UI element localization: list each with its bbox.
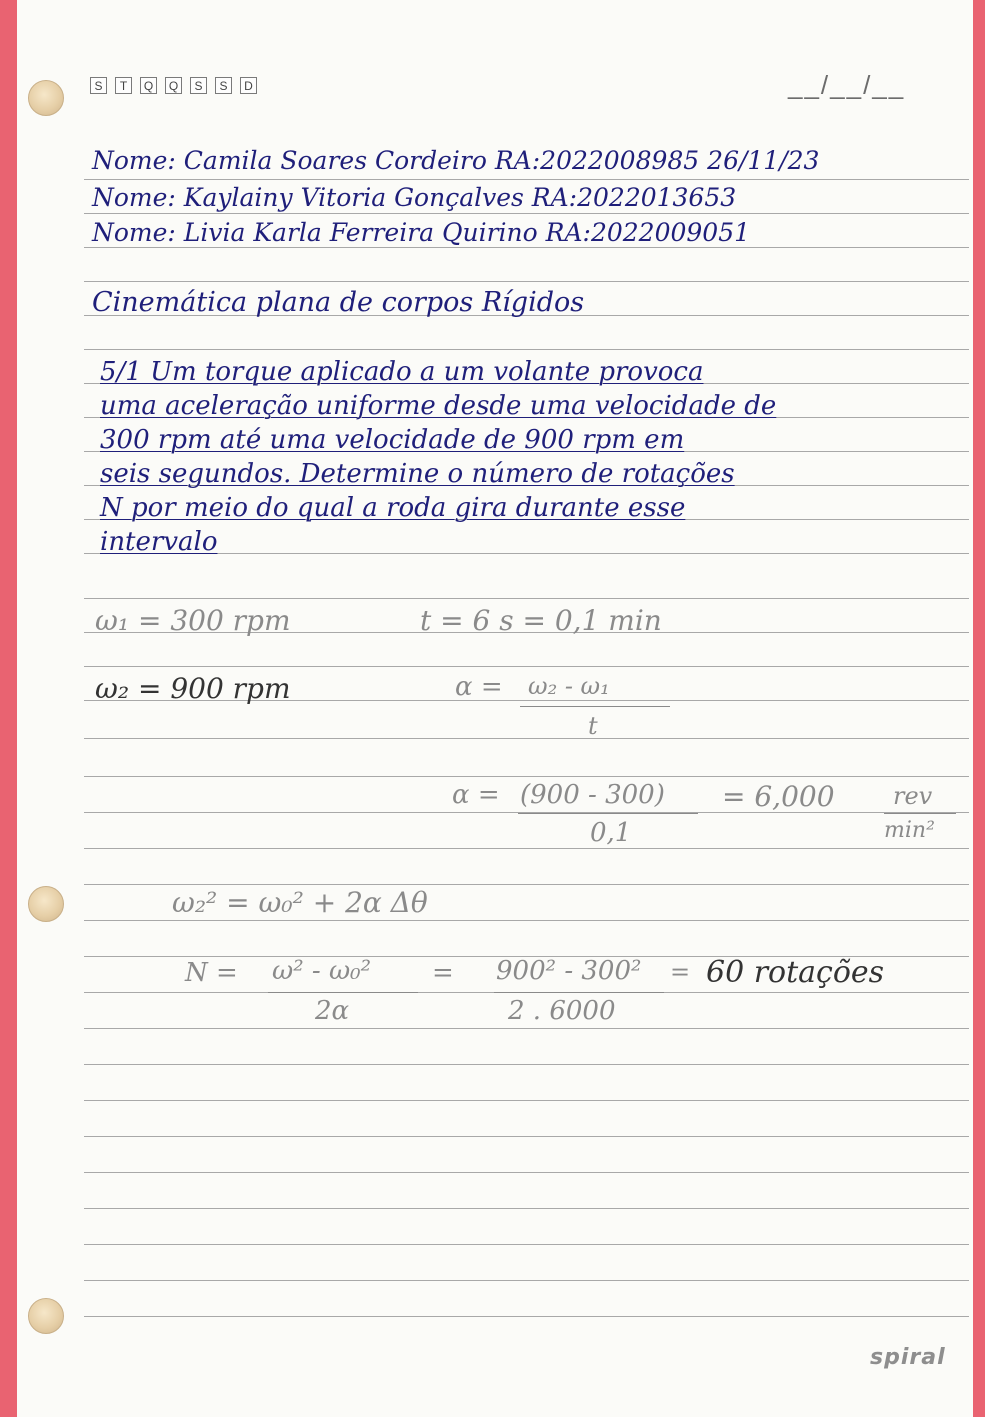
- alpha-calc-fraction-bar: [518, 813, 698, 814]
- alpha-unit-fraction-bar: [884, 813, 956, 814]
- left-margin-strip: [0, 0, 17, 1417]
- final-result: 60 rotações: [706, 955, 885, 990]
- weekday-boxes: [90, 77, 257, 94]
- date-field: __/__/__: [788, 70, 906, 100]
- problem-line-2: uma aceleração uniforme desde uma velocidade de: [100, 391, 777, 421]
- ruled-line: [84, 1316, 969, 1317]
- rotations-equals: =: [432, 958, 454, 988]
- alpha-label: α =: [455, 672, 503, 702]
- right-margin-strip: [973, 0, 985, 1417]
- problem-line-4: seis segundos. Determine o número de rotações: [100, 459, 735, 489]
- ruled-line: [84, 598, 969, 599]
- ruled-line: [84, 884, 969, 885]
- alpha-calc-denominator: 0,1: [590, 818, 632, 848]
- alpha-unit-numerator: rev: [893, 782, 933, 810]
- student-name-line-3: Nome: Livia Karla Ferreira Quirino RA:2022009051: [92, 218, 751, 247]
- binder-hole-middle: [28, 886, 64, 922]
- weekday-box: D: [240, 77, 257, 94]
- ruled-line: [84, 1280, 969, 1281]
- problem-line-6: intervalo: [100, 527, 218, 557]
- ruled-line: [84, 848, 969, 849]
- alpha-numerator: ω₂ - ω₁: [528, 672, 610, 700]
- ruled-line: [84, 1208, 969, 1209]
- omega2-value: ω₂ = 900 rpm: [95, 672, 291, 705]
- weekday-box: Q: [165, 77, 182, 94]
- rotations-equals-2: =: [670, 958, 691, 986]
- rotations-denominator: 2α: [315, 996, 350, 1026]
- rotations-numerator: ω² - ω₀²: [272, 956, 371, 986]
- weekday-box: S: [215, 77, 232, 94]
- rotations-values-fraction-bar: [494, 992, 664, 993]
- kinematic-equation: ω₂² = ω₀² + 2α Δθ: [172, 886, 428, 919]
- student-name-line-2: Nome: Kaylainy Vitoria Gonçalves RA:2022013653: [92, 183, 737, 212]
- ruled-line: [84, 281, 969, 282]
- problem-line-5: N por meio do qual a roda gira durante esse: [100, 493, 686, 523]
- problem-line-1: 5/1 Um torque aplicado a um volante provoca: [100, 357, 704, 387]
- rotations-label: N =: [185, 958, 238, 988]
- ruled-line: [84, 1244, 969, 1245]
- alpha-unit-denominator: min²: [884, 818, 935, 843]
- problem-line-3: 300 rpm até uma velocidade de 900 rpm em: [100, 425, 685, 455]
- rotations-fraction-bar: [268, 992, 418, 993]
- alpha-calc-result: = 6,000: [722, 780, 835, 813]
- ruled-line: [84, 213, 969, 214]
- ruled-line: [84, 1136, 969, 1137]
- alpha-fraction-bar: [520, 706, 670, 707]
- ruled-line: [84, 179, 969, 180]
- binder-hole-bottom: [28, 1298, 64, 1334]
- alpha-calc-numerator: (900 - 300): [520, 780, 665, 810]
- ruled-line: [84, 1172, 969, 1173]
- time-value: t = 6 s = 0,1 min: [420, 604, 662, 637]
- ruled-line: [84, 920, 969, 921]
- alpha-calc-label: α =: [452, 780, 500, 810]
- ruled-line: [84, 247, 969, 248]
- binder-hole-top: [28, 80, 64, 116]
- page-title: Cinemática plana de corpos Rígidos: [92, 287, 585, 318]
- ruled-line: [84, 666, 969, 667]
- rotations-denominator-values: 2 . 6000: [508, 996, 616, 1026]
- omega1-value: ω₁ = 300 rpm: [95, 604, 291, 637]
- weekday-box: S: [190, 77, 207, 94]
- weekday-box: Q: [140, 77, 157, 94]
- ruled-line: [84, 1100, 969, 1101]
- ruled-line: [84, 1028, 969, 1029]
- weekday-box: S: [90, 77, 107, 94]
- ruled-line: [84, 738, 969, 739]
- ruled-line: [84, 776, 969, 777]
- ruled-line: [84, 1064, 969, 1065]
- student-name-line-1: Nome: Camila Soares Cordeiro RA:2022008985 26/11/23: [92, 146, 820, 175]
- rotations-numerator-values: 900² - 300²: [496, 956, 642, 986]
- ruled-line: [84, 349, 969, 350]
- alpha-denominator: t: [588, 712, 598, 740]
- weekday-box: T: [115, 77, 132, 94]
- notebook-brand-logo: spiral: [870, 1345, 946, 1370]
